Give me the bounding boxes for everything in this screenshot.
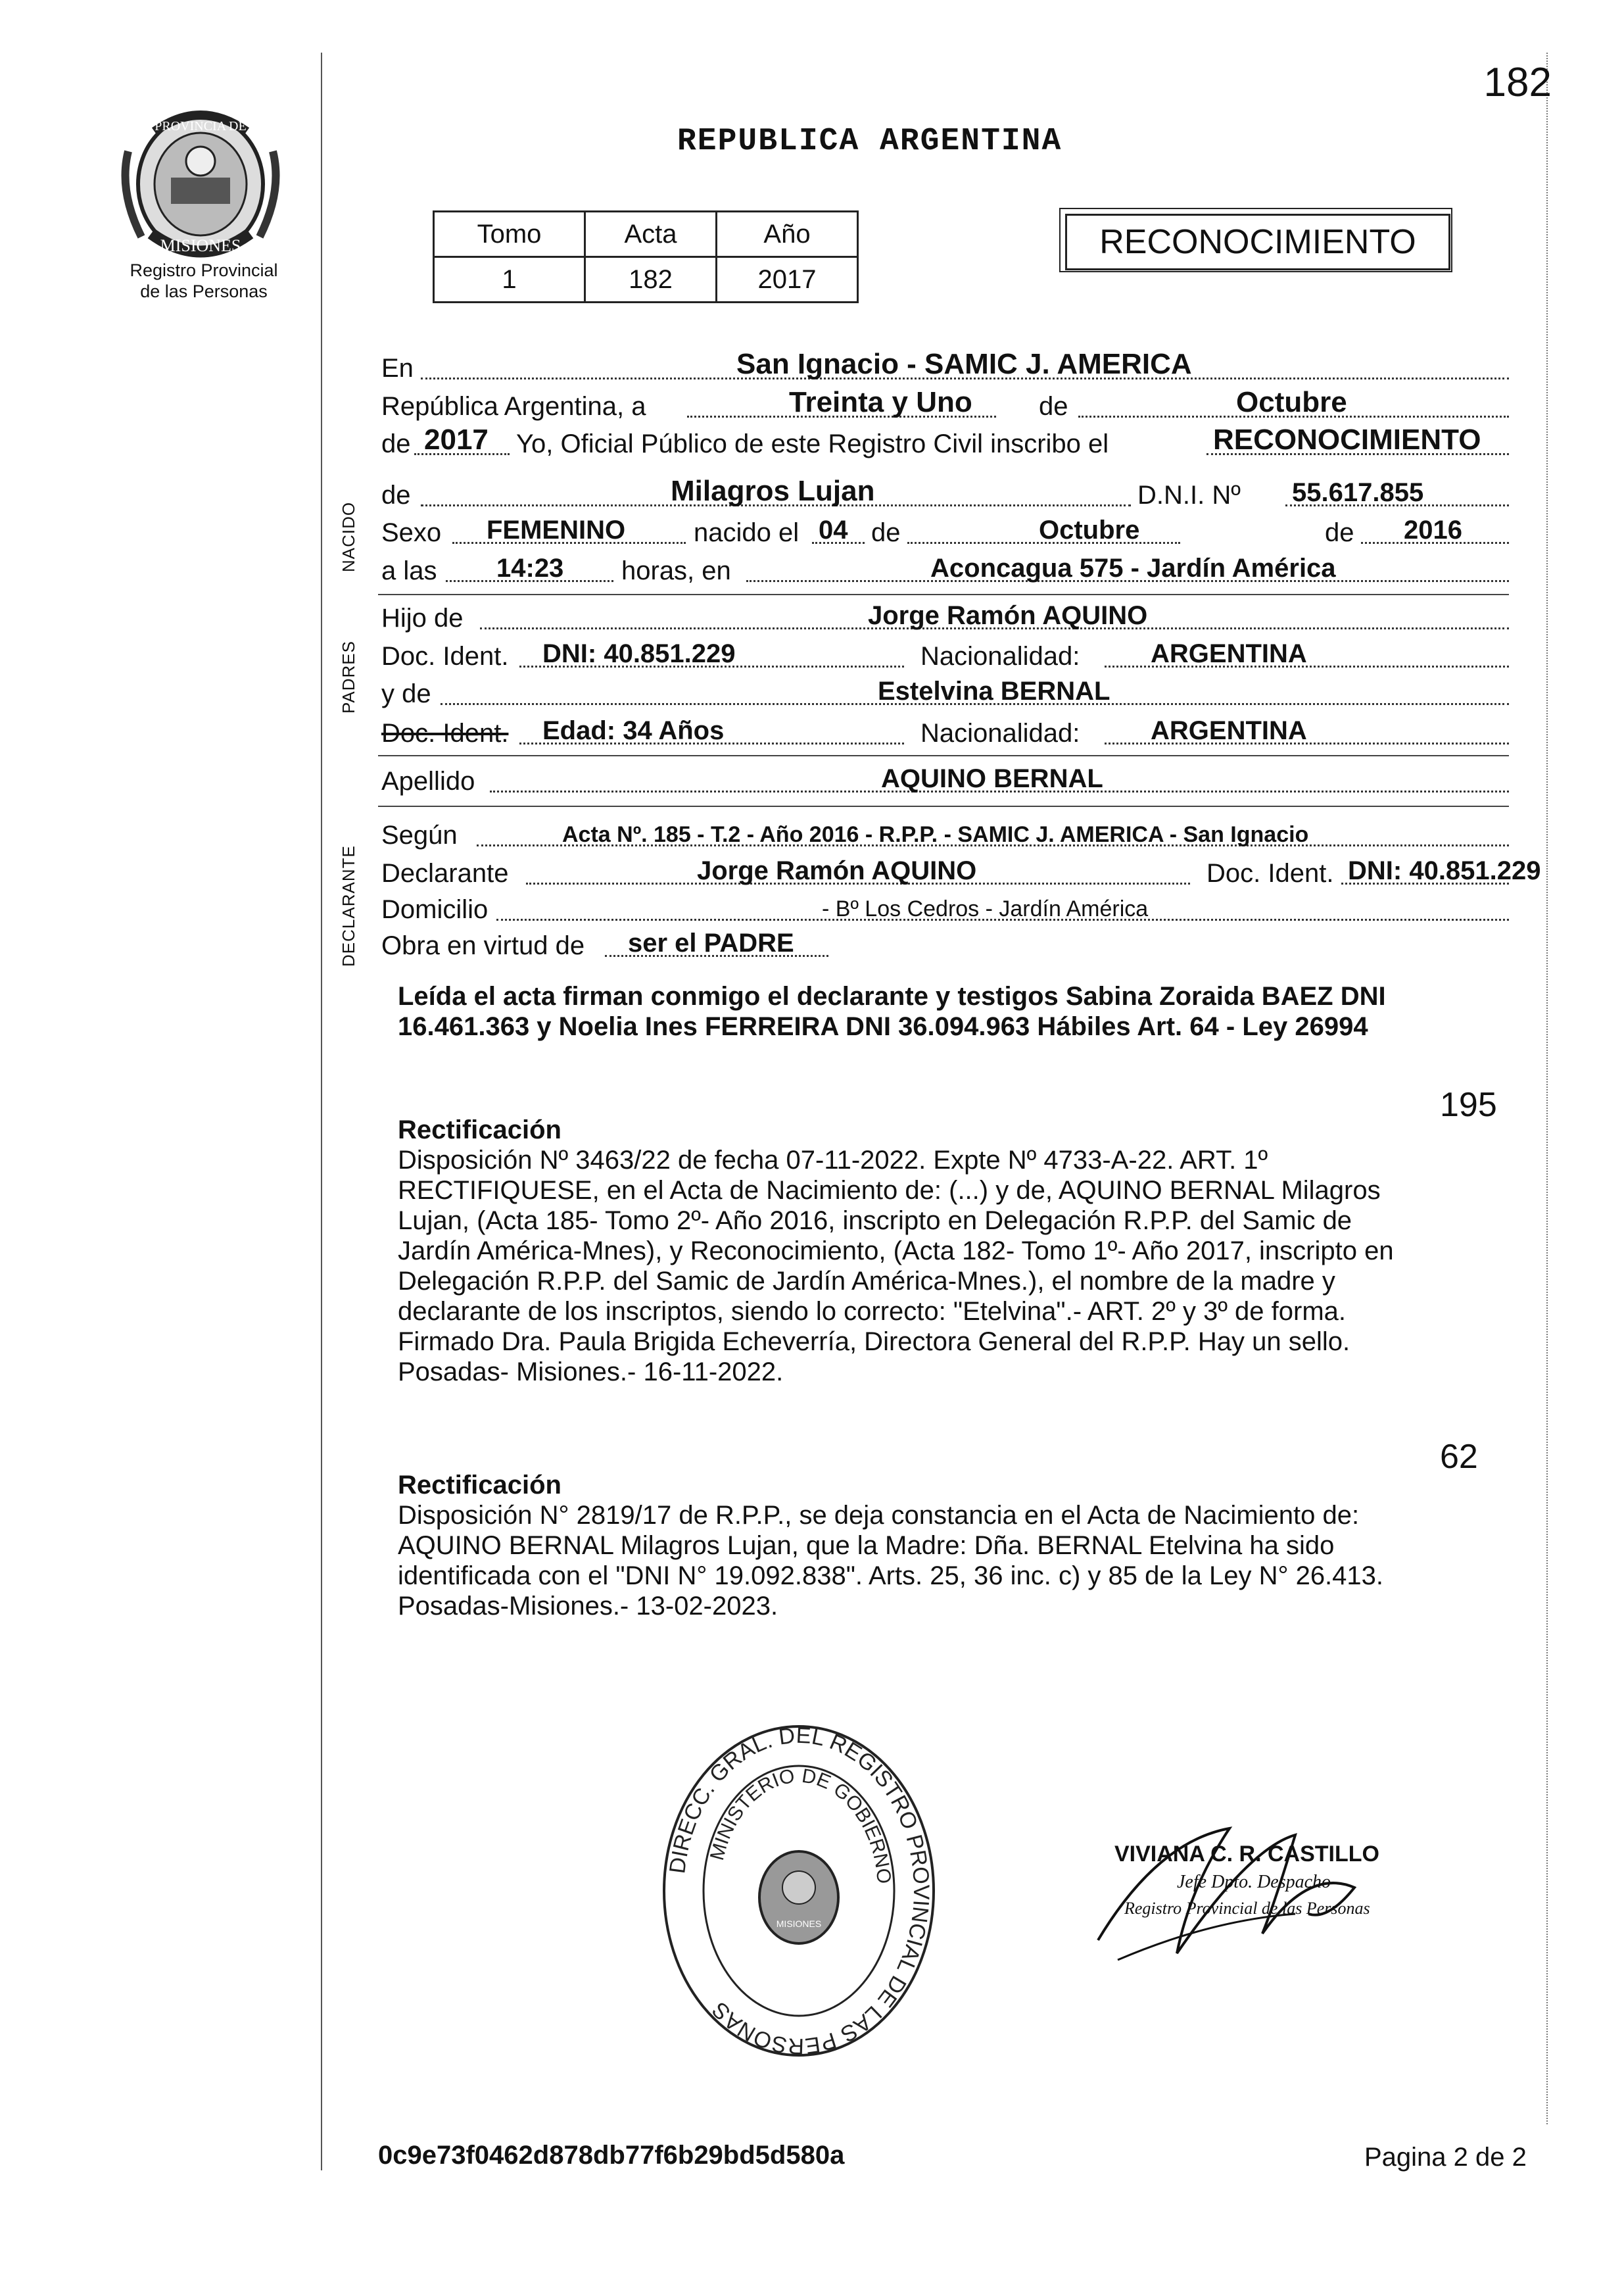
madre-doc: Edad: 34 Años <box>542 716 725 745</box>
row-declarante <box>381 856 1541 890</box>
docident3-label: Doc. Ident. <box>1206 859 1334 888</box>
nacido-dia: 04 <box>819 516 848 545</box>
row-obra <box>381 929 1509 962</box>
row-nombre <box>381 475 1509 512</box>
svg-text:PROVINCIA DE: PROVINCIA DE <box>155 119 247 134</box>
divider-apellido <box>378 806 1509 807</box>
obra-value: ser el PADRE <box>628 929 794 958</box>
padre-doc: DNI: 40.851.229 <box>542 639 736 668</box>
apellido-label: Apellido <box>381 767 475 796</box>
country-title: REPUBLICA ARGENTINA <box>677 124 1063 159</box>
divider-nacido <box>378 594 1509 595</box>
de-label: de <box>1039 392 1068 421</box>
horas-en-label: horas, en <box>621 556 731 585</box>
svg-text:VIVIANA C. R. CASTILLO: VIVIANA C. R. CASTILLO <box>1114 1842 1379 1867</box>
dni-label: D.N.I. Nº <box>1137 481 1241 510</box>
de2-label: de <box>381 429 411 458</box>
closing-paragraph: Leída el acta firman conmigo el declarante y testigos Sabina Zoraida BAEZ DNI 16.461.363 y Noelia Ines FERREIRA DNI 36.094.963 Hábiles Art. 64 - Ley 26994 <box>398 982 1386 1041</box>
row-fecha <box>381 386 1509 423</box>
madre-value: Estelvina BERNAL <box>878 677 1111 706</box>
nacido-label: nacido el <box>694 518 800 547</box>
row-sexo <box>381 516 1509 549</box>
side-label-nacido: NACIDO <box>339 501 358 572</box>
signature-stamp <box>1078 1789 1473 1999</box>
side-label-declarante: DECLARANTE <box>339 845 358 967</box>
footer-page-number: Pagina 2 de 2 <box>1364 2143 1527 2172</box>
de4-label: de <box>871 518 901 547</box>
dni-value: 55.617.855 <box>1292 478 1424 507</box>
domicilio-value: - Bº Los Cedros - Jardín América <box>822 896 1149 921</box>
declarante-value: Jorge Ramón AQUINO <box>697 856 977 885</box>
rectificacion2-number: 62 <box>1440 1438 1478 1476</box>
sexo-label: Sexo <box>381 518 442 547</box>
nacionalidad2-label: Nacionalidad: <box>920 719 1080 748</box>
madre-nac: ARGENTINA <box>1151 716 1307 745</box>
padre-nac: ARGENTINA <box>1151 639 1307 668</box>
republica-label: República Argentina, a <box>381 392 646 421</box>
anio-header: Año <box>717 212 858 257</box>
svg-text:MISIONES: MISIONES <box>776 1918 822 1929</box>
declarante-doc: DNI: 40.851.229 <box>1348 856 1541 885</box>
svg-text:DIRECC. GRAL. DEL REGISTRO PRO: DIRECC. GRAL. DEL REGISTRO PROVINCIAL DE LAS PERSONAS <box>665 1723 934 2059</box>
acta-header: Acta <box>585 212 717 257</box>
row-apellido <box>381 765 1509 798</box>
anio-value: 2017 <box>424 424 489 456</box>
yde-label: y de <box>381 679 431 708</box>
docident-label: Doc. Ident. <box>381 642 509 671</box>
mes-value: Octubre <box>1236 386 1347 418</box>
de3-label: de <box>381 481 411 510</box>
nombre-value: Milagros Lujan <box>671 475 875 507</box>
rectificacion2-block: Rectificación Disposición N° 2819/17 de R.P.P., se deja constancia en el Acta de Nacimiento de: AQUINO BERNAL Milagros Lujan, que la Madre: Dña. BERNAL Etelvina ha sido identificada con el "DNI N° 19.092.838". Arts. 25, 36 inc. c) y 85 de la Ley N° 26.413. Posadas-Misiones.- 13-02-2023. <box>398 1470 1502 1621</box>
provincial-seal-logo <box>115 105 286 270</box>
rectificacion1-number: 195 <box>1440 1086 1497 1124</box>
segun-value: Acta Nº. 185 - T.2 - Año 2016 - R.P.P. - SAMIC J. AMERICA - San Ignacio <box>562 822 1309 847</box>
row-madre <box>381 677 1509 710</box>
svg-text:Jefe Dpto. Despacho: Jefe Dpto. Despacho <box>1177 1872 1331 1892</box>
svg-text:MINISTERIO DE GOBIERNO: MINISTERIO DE GOBIERNO <box>706 1765 895 1885</box>
rectificacion1-title: Rectificación <box>398 1115 561 1144</box>
nacionalidad-label: Nacionalidad: <box>920 642 1080 671</box>
nacido-mes: Octubre <box>1039 516 1140 545</box>
row-domicilio <box>381 893 1509 926</box>
official-stamp <box>657 1723 940 2059</box>
svg-text:MISIONES: MISIONES <box>160 236 241 255</box>
sexo-value: FEMENINO <box>487 516 626 545</box>
record-type-box: RECONOCIMIENTO <box>1065 214 1450 270</box>
dia-value: Treinta y Uno <box>789 386 972 418</box>
domicilio-label: Domicilio <box>381 895 489 924</box>
docident2-label: Doc. Ident. <box>381 719 509 748</box>
rectificacion2-title: Rectificación <box>398 1471 561 1500</box>
row-hora <box>381 554 1509 587</box>
declarante-label: Declarante <box>381 859 509 888</box>
row-hijo <box>381 602 1509 635</box>
en-label: En <box>381 354 414 383</box>
obra-label: Obra en virtud de <box>381 931 585 960</box>
hijo-label: Hijo de <box>381 604 464 633</box>
divider-padres <box>378 755 1509 756</box>
svg-text:Registro Provincial de las Per: Registro Provincial de las Personas <box>1124 1899 1370 1918</box>
row-anio <box>381 424 1509 460</box>
right-margin-line <box>1546 53 1548 2124</box>
de5-label: de <box>1325 518 1354 547</box>
document-hash: 0c9e73f0462d878db77f6b29bd5d580a <box>378 2141 845 2170</box>
tomo-value: 1 <box>434 257 585 303</box>
row-padre-doc <box>381 640 1509 673</box>
left-margin-line <box>321 53 322 2170</box>
alas-label: a las <box>381 556 437 585</box>
page-number: 182 <box>1483 60 1552 105</box>
lugar-value: Aconcagua 575 - Jardín América <box>930 554 1336 583</box>
en-value: San Ignacio - SAMIC J. AMERICA <box>736 348 1192 380</box>
padre-value: Jorge Ramón AQUINO <box>868 601 1148 630</box>
side-label-padres: PADRES <box>339 641 358 714</box>
row-madre-doc <box>381 717 1509 750</box>
row-en <box>381 348 1509 385</box>
tomo-header: Tomo <box>434 212 585 257</box>
inscribo-value: RECONOCIMIENTO <box>1213 424 1481 456</box>
oficial-text: Yo, Oficial Público de este Registro Civil inscribo el <box>516 429 1109 458</box>
tomo-acta-anio-table <box>433 210 859 303</box>
org-name: Registro Provincial de las Personas <box>130 260 278 301</box>
hora-value: 14:23 <box>496 554 564 583</box>
rectificacion1-block: Rectificación Disposición Nº 3463/22 de fecha 07-11-2022. Expte Nº 4733-A-22. ART. 1º RECTIFIQUESE, en el Acta de Nacimiento de: (...) y de, AQUINO BERNAL Milagros Lujan, (Acta 185- Tomo 2º- Año 2016, inscripto en Delegación R.P.P. del Samic de Jardín América-Mnes), y Reconocimiento, (Acta 182- Tomo 1º- Año 2017, inscripto en Delegación R.P.P. del Samic de Jardín América-Mnes.), el nombre de la madre y declarante de los inscriptos, siendo lo correcto: "Etelvina".- ART. 2º y 3º de forma. Firmado Dra. Paula Brigida Echeverría, Directora General del R.P.P. Hay un sello. Posadas- Misiones.- 16-11-2022. <box>398 1115 1502 1387</box>
row-segun <box>381 819 1509 852</box>
nacido-anio: 2016 <box>1404 516 1462 545</box>
anio-value: 2017 <box>717 257 858 303</box>
apellido-value: AQUINO BERNAL <box>881 764 1103 793</box>
acta-value: 182 <box>585 257 717 303</box>
segun-label: Según <box>381 821 458 850</box>
